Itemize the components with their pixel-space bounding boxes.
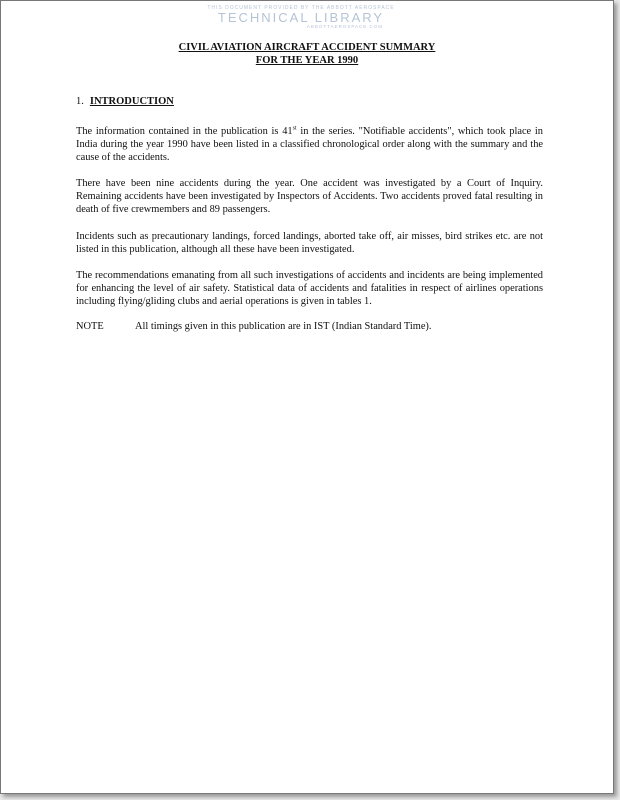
note-text: All timings given in this publication are in IST (Indian Standard Time). [135, 321, 432, 332]
p1-text-a: The information contained in the publication is 41 [76, 126, 293, 137]
p1-text-b: in the series. "Notifiable accidents", which took place in India during the year 1990 have been listed in a classified chronological order along with the summary and the cause of the accidents. [76, 126, 543, 163]
paragraph-4: The recommendations emanating from all such investigations of accidents and incidents are being implemented for enhancing the level of air safety. Statistical data of accidents and fatalities in respect of airlines operations including flying/gliding clubs and aerial operations is given in tables 1. [76, 270, 543, 307]
paragraph-3: Incidents such as precautionary landings, forced landings, aborted take off, air misses, bird strikes etc. are not listed in this publication, although all these have been investigated. [76, 231, 543, 255]
section-number: 1. [76, 96, 84, 107]
section-title: INTRODUCTION [89, 96, 174, 107]
p1-superscript: st [292, 125, 297, 132]
document-title-line2: FOR THE YEAR 1990 [255, 55, 359, 66]
watermark-sub: ABBOTTAEROSPACE.COM [306, 24, 383, 29]
watermark-logo [201, 5, 401, 35]
section-heading [76, 96, 174, 107]
document-title-line1: CIVIL AVIATION AIRCRAFT ACCIDENT SUMMARY [178, 42, 436, 53]
note [76, 321, 432, 332]
paragraph-2: There have been nine accidents during the year. One accident was investigated by a Court of Inquiry. Remaining accidents have been investigated by Inspectors of Accidents. Two accidents proved fatal resulting in death of five crewmembers and 89 passengers. [76, 178, 543, 215]
watermark-top: THIS DOCUMENT PROVIDED BY THE ABBOTT AEROSPACE [207, 5, 395, 11]
watermark-main: TECHNICAL LIBRARY [217, 10, 385, 25]
paragraph-1 [76, 125, 543, 164]
note-label: NOTE [76, 321, 104, 332]
